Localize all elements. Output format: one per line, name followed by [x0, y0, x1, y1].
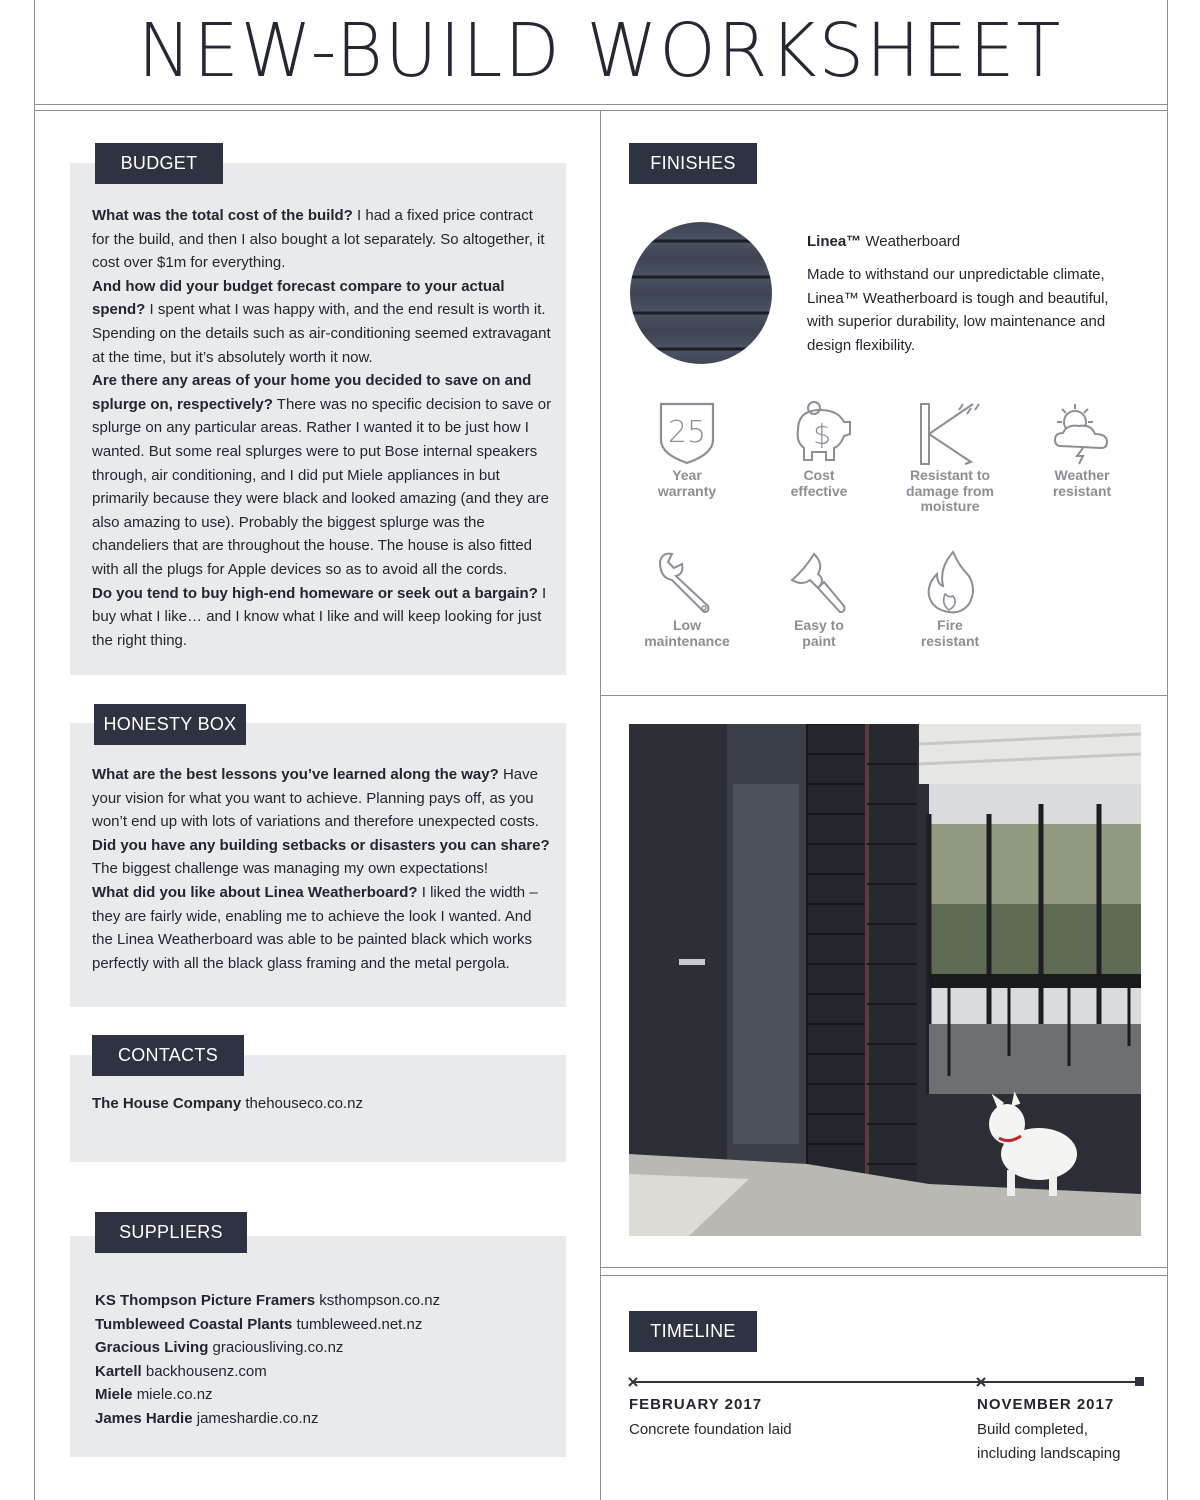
feature-label: Low maintenance — [644, 617, 730, 649]
feature-label: Fire resistant — [920, 617, 980, 649]
supplier-item — [95, 1383, 555, 1407]
timeline-date: FEBRUARY 2017 — [629, 1396, 763, 1413]
feature-low-maintenance — [627, 550, 747, 649]
supplier-item — [95, 1313, 555, 1337]
timeline-description: Build completed, including landscaping — [977, 1421, 1121, 1462]
supplier-item — [95, 1336, 555, 1360]
budget-answer: There was no specific decision to save or splurge on any particular areas. Rather I wanted it to be just how I wanted. But some real splurges were to put Bose internal speakers through, air conditioning, and I did put Miele appliances in but primarily because they were black and looked amazing (and they are also amazing to use). Probably the biggest splurge was the chandeliers that are throughout the house. The house is also fitted with all the plugs for Apple devices so as to avoid all the cords. — [92, 395, 552, 578]
svg-text:$: $ — [813, 418, 831, 451]
page-title: NEW-BUILD WORKSHEET — [137, 8, 1063, 94]
supplier-item — [95, 1407, 555, 1431]
budget-body — [92, 204, 552, 652]
feature-easy-to-paint — [759, 550, 879, 649]
budget-qa-2 — [92, 275, 552, 369]
product-brand: Linea™ — [807, 233, 862, 250]
feature-label: Resistant to damage from moisture — [906, 467, 994, 514]
supplier-name: James Hardie — [95, 1409, 193, 1427]
contacts-list — [92, 1092, 552, 1116]
budget-qa-1 — [92, 204, 552, 275]
honesty-box-body — [92, 763, 552, 975]
feature-year-warranty — [627, 400, 747, 499]
supplier-url[interactable]: backhousenz.com — [145, 1362, 267, 1380]
feature-label: Weather resistant — [1052, 467, 1112, 499]
supplier-name: Kartell — [95, 1362, 142, 1380]
feature-cost-effective — [759, 400, 879, 499]
product-name — [807, 233, 960, 250]
budget-qa-4 — [92, 582, 552, 653]
budget-answer: I buy what I like… and I know what I like and will keep looking for just the right thing. — [92, 584, 547, 649]
supplier-name: Miele — [95, 1386, 133, 1404]
honesty-answer: I liked the width – they are fairly wide, enabling me to achieve the look I wanted. And the Linea Weatherboard was able to be painted black which works perfectly with all the black glass framing and the metal pergola. — [92, 883, 538, 972]
title-divider-bottom — [34, 110, 1168, 111]
budget-question: Do you tend to buy high-end homeware or seek out a bargain? — [92, 584, 538, 602]
timeline-marker-x-icon — [975, 1376, 987, 1388]
house-photo-illustration — [629, 724, 1141, 1236]
honesty-question: Did you have any building setbacks or disasters you can share? — [92, 836, 550, 854]
shield-25-icon — [655, 400, 719, 466]
finishes-divider — [600, 695, 1168, 696]
budget-qa-3 — [92, 369, 552, 581]
photo-divider-top — [600, 1267, 1168, 1268]
supplier-url[interactable]: tumbleweed.net.nz — [296, 1315, 423, 1333]
product-description: Made to withstand our unpredictable climate, Linea™ Weatherboard is tough and beautiful, with superior durability, low maintenance and design flexibility. — [807, 266, 1109, 354]
supplier-url[interactable]: jameshardie.co.nz — [196, 1409, 319, 1427]
supplier-url[interactable]: graciousliving.co.nz — [212, 1339, 344, 1357]
timeline-end-marker — [1135, 1377, 1144, 1386]
product-type: Weatherboard — [861, 233, 961, 250]
flame-icon — [915, 550, 985, 616]
contact-name: The House Company — [92, 1095, 242, 1112]
column-divider — [600, 110, 601, 1500]
feature-label: Easy to paint — [794, 617, 844, 649]
weatherboard-swatch-image — [630, 222, 772, 364]
honesty-qa-2 — [92, 834, 552, 881]
feature-moisture-resistant — [890, 400, 1010, 515]
timeline-bar — [632, 1381, 1140, 1383]
budget-question: What was the total cost of the build? — [92, 207, 353, 224]
supplier-url[interactable]: ksthompson.co.nz — [319, 1292, 441, 1309]
suppliers-heading: SUPPLIERS — [95, 1212, 247, 1253]
weather-icon — [1047, 400, 1117, 466]
budget-heading: BUDGET — [95, 143, 223, 184]
title-divider-top — [34, 104, 1168, 105]
paintbrush-icon — [784, 550, 854, 616]
honesty-answer: Have your vision for what you want to achieve. Planning pays off, as you won’t end up with lots of variations and therefore unexpected costs. — [92, 766, 539, 831]
honesty-qa-3 — [92, 881, 552, 975]
photo-divider-bottom — [600, 1275, 1168, 1276]
honesty-question: What are the best lessons you’ve learned along the way? — [92, 766, 499, 783]
suppliers-list — [95, 1289, 555, 1431]
supplier-item — [95, 1289, 555, 1313]
feature-label: Cost effective — [790, 467, 848, 499]
piggy-bank-icon — [784, 400, 854, 466]
timeline-marker-x-icon — [627, 1376, 639, 1388]
budget-answer: I spent what I was happy with, and the end result is worth it. Spending on the details such as air-conditioning seemed extravagant at the time, but it’s absolutely worth it now. — [92, 301, 551, 366]
supplier-name: KS Thompson Picture Framers — [95, 1292, 316, 1309]
timeline-date: NOVEMBER 2017 — [977, 1396, 1115, 1413]
honesty-answer: The biggest challenge was managing my own expectations! — [92, 860, 489, 878]
supplier-item — [95, 1360, 555, 1384]
finishes-heading: FINISHES — [629, 143, 757, 184]
feature-weather-resistant — [1022, 400, 1142, 499]
feature-label: Year warranty — [657, 467, 717, 499]
timeline-description: Concrete foundation laid — [629, 1421, 792, 1438]
budget-answer: I had a fixed price contract for the build, and then I also bought a lot separately. So altogether, it cost over $1m for everything. — [92, 207, 545, 272]
contact-url[interactable]: thehouseco.co.nz — [245, 1095, 363, 1112]
honesty-question: What did you like about Linea Weatherboard? — [92, 883, 418, 901]
supplier-name: Gracious Living — [95, 1339, 209, 1357]
honesty-box-heading: HONESTY BOX — [94, 704, 246, 745]
supplier-name: Tumbleweed Coastal Plants — [95, 1315, 293, 1333]
budget-question: And how did your budget forecast compare to your actual spend? — [92, 277, 505, 319]
budget-question: Are there any areas of your home you decided to save on and splurge on, respectively? — [92, 372, 532, 413]
house-exterior-photo — [629, 724, 1141, 1236]
timeline-heading: TIMELINE — [629, 1311, 757, 1352]
feature-fire-resistant — [890, 550, 1010, 649]
contact-item — [92, 1092, 552, 1116]
moisture-resistant-icon — [915, 400, 985, 466]
honesty-qa-1 — [92, 763, 552, 834]
wrench-icon — [652, 550, 722, 616]
supplier-url[interactable]: miele.co.nz — [136, 1386, 213, 1404]
contacts-heading: CONTACTS — [92, 1035, 244, 1076]
warranty-badge-text: 25 — [667, 415, 707, 450]
